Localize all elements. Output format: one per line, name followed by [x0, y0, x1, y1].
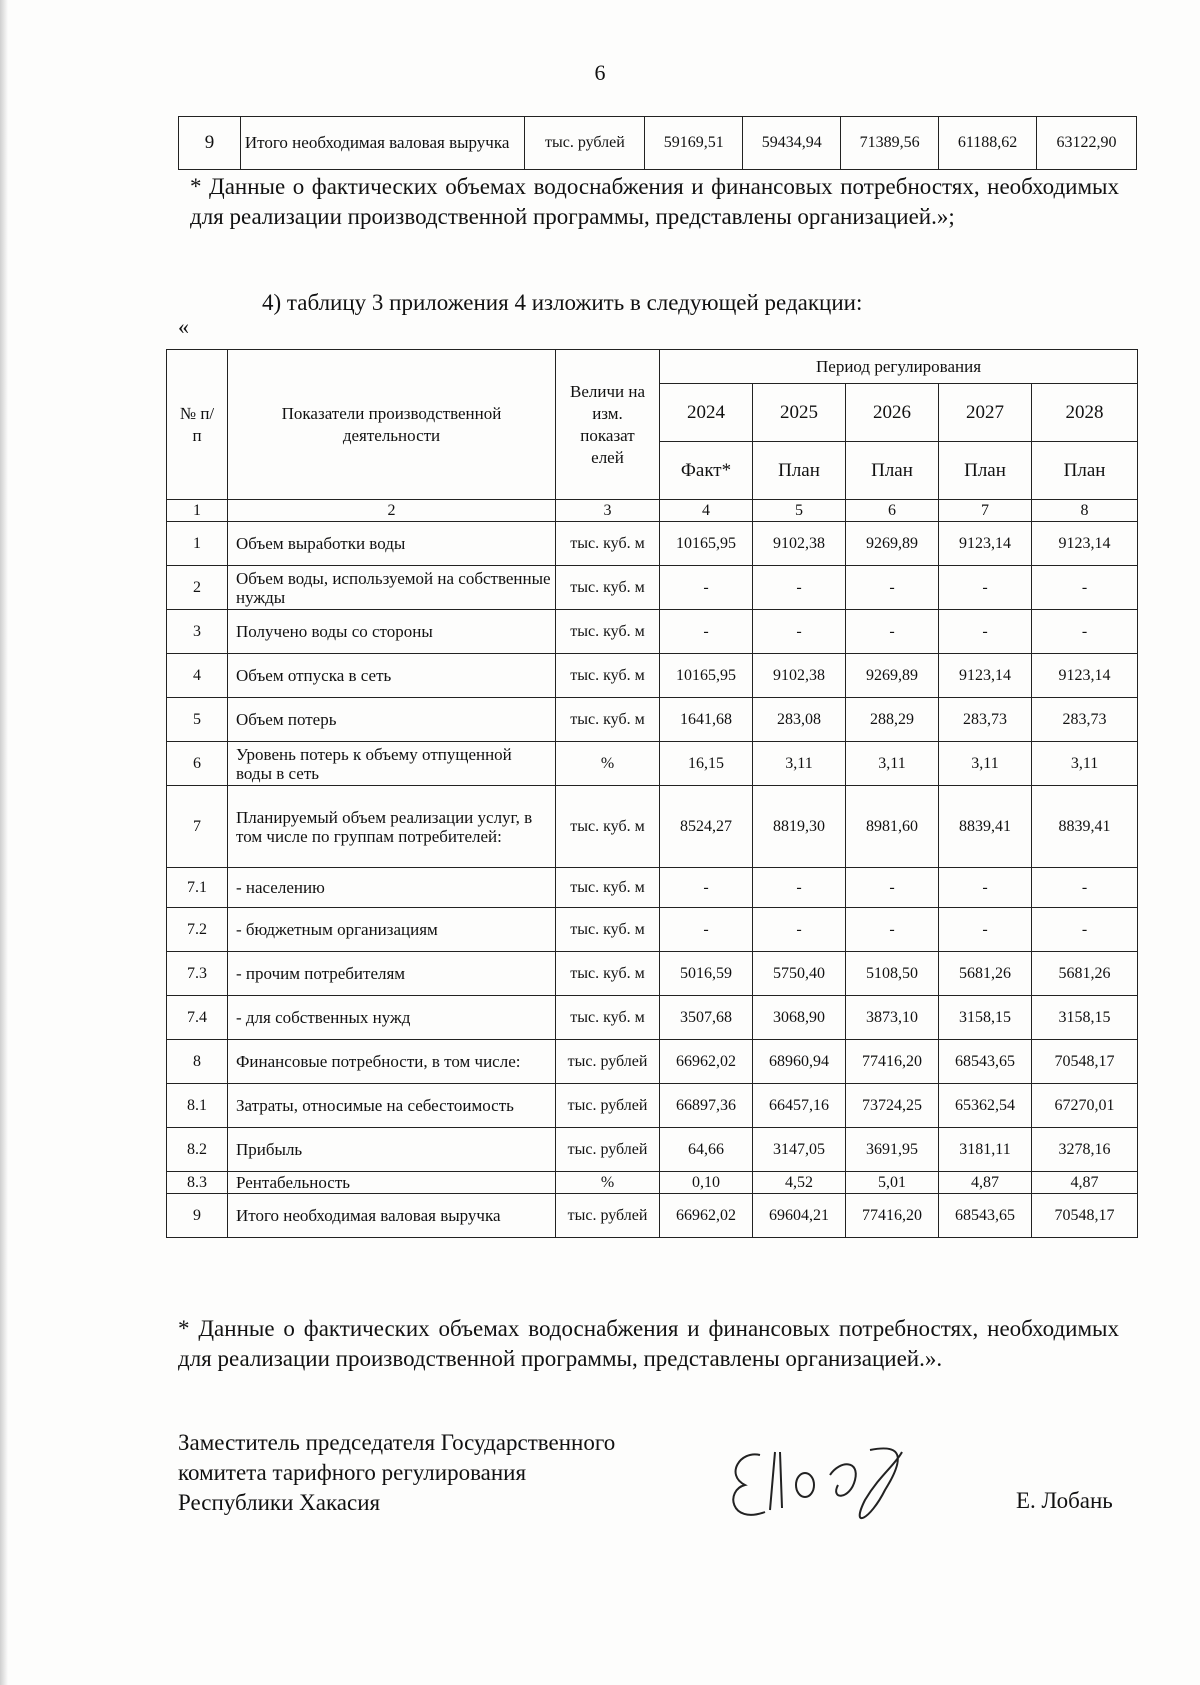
- value-cell: 3,11: [1032, 742, 1138, 786]
- row-name: Объем потерь: [228, 698, 556, 742]
- value-cell: 16,15: [660, 742, 753, 786]
- value-cell: 5681,26: [939, 952, 1032, 996]
- table-row: [167, 908, 1138, 952]
- row-number: 1: [167, 522, 228, 566]
- row-number: 8.2: [167, 1128, 228, 1172]
- value-cell: 66897,36: [660, 1084, 753, 1128]
- value-cell: 8981,60: [846, 786, 939, 868]
- value-cell: -: [939, 908, 1032, 952]
- row-name: Планируемый объем реализации услуг, в том числе по группам потребителей:: [228, 786, 556, 868]
- row-name: - населению: [228, 868, 556, 908]
- header-year: 2025: [753, 384, 846, 442]
- value-cell: 77416,20: [846, 1194, 939, 1238]
- value-cell: 3,11: [846, 742, 939, 786]
- header-indicator: Показатели производственной деятельности: [228, 350, 556, 500]
- header-unit: Величи на изм. показат елей: [556, 350, 660, 500]
- value-cell: 9102,38: [753, 654, 846, 698]
- row-number: 8.3: [167, 1172, 228, 1194]
- footnote-bottom: * Данные о фактических объемах водоснабжения и финансовых потребностях, необходимых для реализации производственной программы, представлены организацией.».: [178, 1316, 1119, 1371]
- value-cell: 4,87: [1032, 1172, 1138, 1194]
- row-number: 7.4: [167, 996, 228, 1040]
- footnote-top: * Данные о фактических объемах водоснабжения и финансовых потребностях, необходимых для реализации производственной программы, представлены организацией.»;: [190, 174, 1119, 229]
- row-name: Рентабельность: [228, 1172, 556, 1194]
- column-number: 6: [846, 500, 939, 522]
- row-name: Получено воды со стороны: [228, 610, 556, 654]
- row-unit: тыс. куб. м: [556, 996, 660, 1040]
- header-period: Период регулирования: [660, 350, 1138, 384]
- value-cell: 4,87: [939, 1172, 1032, 1194]
- row-number: 7.3: [167, 952, 228, 996]
- column-number: 3: [556, 500, 660, 522]
- row-unit: тыс. рублей: [556, 1128, 660, 1172]
- value-cell: -: [939, 610, 1032, 654]
- position-line: Заместитель председателя Государственного: [178, 1430, 616, 1455]
- value-cell: -: [846, 908, 939, 952]
- value-cell: 65362,54: [939, 1084, 1032, 1128]
- value-cell: 66457,16: [753, 1084, 846, 1128]
- opening-quote: «: [178, 314, 189, 339]
- header-year: 2027: [939, 384, 1032, 442]
- position-line: комитета тарифного регулирования: [178, 1460, 527, 1485]
- signer-name: Е. Лобань: [1016, 1488, 1113, 1513]
- column-number: 8: [1032, 500, 1138, 522]
- row-unit: тыс. куб. м: [556, 952, 660, 996]
- value-cell: -: [753, 566, 846, 610]
- header-num: № п/п: [167, 350, 228, 500]
- table-row: [167, 1128, 1138, 1172]
- row-number: 7.1: [167, 868, 228, 908]
- value-cell: 67270,01: [1032, 1084, 1138, 1128]
- row-unit: тыс. куб. м: [556, 522, 660, 566]
- value-cell: 3158,15: [1032, 996, 1138, 1040]
- row-name: Объем воды, используемой на собственные нужды: [228, 566, 556, 610]
- value-cell: -: [660, 868, 753, 908]
- row-number: 9: [167, 1194, 228, 1238]
- row-unit: %: [556, 1172, 660, 1194]
- value-cell: -: [660, 610, 753, 654]
- row-unit: тыс. куб. м: [556, 566, 660, 610]
- table-row: [167, 1040, 1138, 1084]
- value-cell: 8839,41: [1032, 786, 1138, 868]
- header-year: 2026: [846, 384, 939, 442]
- table-row: [167, 610, 1138, 654]
- value-cell: 3278,16: [1032, 1128, 1138, 1172]
- value-cell: 77416,20: [846, 1040, 939, 1084]
- value-cell: 1641,68: [660, 698, 753, 742]
- value-cell: -: [846, 610, 939, 654]
- value-cell: 59169,51: [645, 117, 743, 170]
- value-cell: 8819,30: [753, 786, 846, 868]
- value-cell: -: [753, 908, 846, 952]
- value-cell: 9123,14: [1032, 654, 1138, 698]
- row-number: 8.1: [167, 1084, 228, 1128]
- table-row: [167, 522, 1138, 566]
- value-cell: 5016,59: [660, 952, 753, 996]
- row-number: 2: [167, 566, 228, 610]
- value-cell: 9123,14: [1032, 522, 1138, 566]
- value-cell: 66962,02: [660, 1194, 753, 1238]
- row-number: 6: [167, 742, 228, 786]
- table-row: [167, 1084, 1138, 1128]
- value-cell: 59434,94: [743, 117, 841, 170]
- column-number: 7: [939, 500, 1032, 522]
- header-type: План: [846, 442, 939, 500]
- value-cell: 66962,02: [660, 1040, 753, 1084]
- header-type: Факт*: [660, 442, 753, 500]
- column-number: 1: [167, 500, 228, 522]
- column-number: 5: [753, 500, 846, 522]
- value-cell: 71389,56: [841, 117, 939, 170]
- value-cell: -: [1032, 566, 1138, 610]
- row-name: Финансовые потребности, в том числе:: [228, 1040, 556, 1084]
- table-row: [167, 742, 1138, 786]
- value-cell: 8524,27: [660, 786, 753, 868]
- row-name: - прочим потребителям: [228, 952, 556, 996]
- value-cell: 68543,65: [939, 1040, 1032, 1084]
- value-cell: 70548,17: [1032, 1194, 1138, 1238]
- table-row: [167, 952, 1138, 996]
- value-cell: 8839,41: [939, 786, 1032, 868]
- row-number: 7: [167, 786, 228, 868]
- value-cell: 5108,50: [846, 952, 939, 996]
- value-cell: 3068,90: [753, 996, 846, 1040]
- value-cell: 5681,26: [1032, 952, 1138, 996]
- row-number: 8: [167, 1040, 228, 1084]
- value-cell: 10165,95: [660, 522, 753, 566]
- value-cell: 63122,90: [1037, 117, 1137, 170]
- row-name: Затраты, относимые на себестоимость: [228, 1084, 556, 1128]
- value-cell: 68960,94: [753, 1040, 846, 1084]
- value-cell: 3158,15: [939, 996, 1032, 1040]
- row-number: 5: [167, 698, 228, 742]
- value-cell: 61188,62: [939, 117, 1037, 170]
- value-cell: 9123,14: [939, 522, 1032, 566]
- value-cell: 283,73: [1032, 698, 1138, 742]
- table-row: [167, 1194, 1138, 1238]
- row-name: Итого необходимая валовая выручка: [240, 117, 525, 170]
- row-number: 7.2: [167, 908, 228, 952]
- value-cell: 3181,11: [939, 1128, 1032, 1172]
- column-number: 4: [660, 500, 753, 522]
- value-cell: 5,01: [846, 1172, 939, 1194]
- row-number: 9: [179, 117, 241, 170]
- value-cell: 9269,89: [846, 654, 939, 698]
- value-cell: -: [660, 566, 753, 610]
- amendment-instruction: 4) таблицу 3 приложения 4 изложить в следующей редакции:: [262, 290, 863, 315]
- header-type: План: [939, 442, 1032, 500]
- row-name: - для собственных нужд: [228, 996, 556, 1040]
- production-indicators-table: [166, 349, 1138, 1238]
- value-cell: 69604,21: [753, 1194, 846, 1238]
- row-unit: тыс. куб. м: [556, 908, 660, 952]
- row-unit: тыс. рублей: [556, 1194, 660, 1238]
- value-cell: 3873,10: [846, 996, 939, 1040]
- value-cell: 10165,95: [660, 654, 753, 698]
- row-unit: тыс. куб. м: [556, 610, 660, 654]
- value-cell: 9102,38: [753, 522, 846, 566]
- signatory-position: [178, 1428, 615, 1518]
- table-row: [167, 868, 1138, 908]
- value-cell: 3147,05: [753, 1128, 846, 1172]
- row-name: Объем выработки воды: [228, 522, 556, 566]
- row-unit: тыс. куб. м: [556, 786, 660, 868]
- value-cell: 4,52: [753, 1172, 846, 1194]
- row-unit: тыс. куб. м: [556, 654, 660, 698]
- value-cell: 283,73: [939, 698, 1032, 742]
- value-cell: 9269,89: [846, 522, 939, 566]
- row-unit: тыс. рублей: [556, 1084, 660, 1128]
- column-number: 2: [228, 500, 556, 522]
- value-cell: -: [1032, 868, 1138, 908]
- row-unit: тыс. рублей: [525, 117, 645, 170]
- value-cell: -: [846, 868, 939, 908]
- table-row: [167, 654, 1138, 698]
- row-unit: тыс. куб. м: [556, 698, 660, 742]
- row-unit: тыс. рублей: [556, 1040, 660, 1084]
- value-cell: -: [753, 610, 846, 654]
- page-number: 6: [594, 60, 606, 85]
- value-cell: 73724,25: [846, 1084, 939, 1128]
- row-name: Итого необходимая валовая выручка: [228, 1194, 556, 1238]
- value-cell: 3,11: [939, 742, 1032, 786]
- value-cell: 68543,65: [939, 1194, 1032, 1238]
- value-cell: 3507,68: [660, 996, 753, 1040]
- value-cell: 288,29: [846, 698, 939, 742]
- value-cell: -: [1032, 908, 1138, 952]
- value-cell: 283,08: [753, 698, 846, 742]
- handwritten-signature: [720, 1430, 950, 1540]
- value-cell: 64,66: [660, 1128, 753, 1172]
- header-year: 2028: [1032, 384, 1138, 442]
- table-row: [167, 1172, 1138, 1194]
- header-type: План: [753, 442, 846, 500]
- value-cell: -: [1032, 610, 1138, 654]
- header-type: План: [1032, 442, 1138, 500]
- row-name: Объем отпуска в сеть: [228, 654, 556, 698]
- value-cell: 3691,95: [846, 1128, 939, 1172]
- row-unit: тыс. куб. м: [556, 868, 660, 908]
- value-cell: 3,11: [753, 742, 846, 786]
- value-cell: -: [846, 566, 939, 610]
- row-number: 4: [167, 654, 228, 698]
- row-name: Уровень потерь к объему отпущенной воды в сеть: [228, 742, 556, 786]
- row-name: - бюджетным организациям: [228, 908, 556, 952]
- table-row: [167, 566, 1138, 610]
- position-line: Республики Хакасия: [178, 1490, 381, 1515]
- row-number: 3: [167, 610, 228, 654]
- row-name: Прибыль: [228, 1128, 556, 1172]
- value-cell: -: [939, 868, 1032, 908]
- value-cell: 70548,17: [1032, 1040, 1138, 1084]
- scan-edge-shadow: [0, 0, 8, 1685]
- value-cell: 5750,40: [753, 952, 846, 996]
- value-cell: 0,10: [660, 1172, 753, 1194]
- table-row: [167, 698, 1138, 742]
- value-cell: -: [660, 908, 753, 952]
- row-unit: %: [556, 742, 660, 786]
- table-row: [179, 117, 1137, 170]
- value-cell: -: [939, 566, 1032, 610]
- table-row: [167, 786, 1138, 868]
- table-row: [167, 996, 1138, 1040]
- header-year: 2024: [660, 384, 753, 442]
- value-cell: -: [753, 868, 846, 908]
- value-cell: 9123,14: [939, 654, 1032, 698]
- top-table: [178, 116, 1137, 170]
